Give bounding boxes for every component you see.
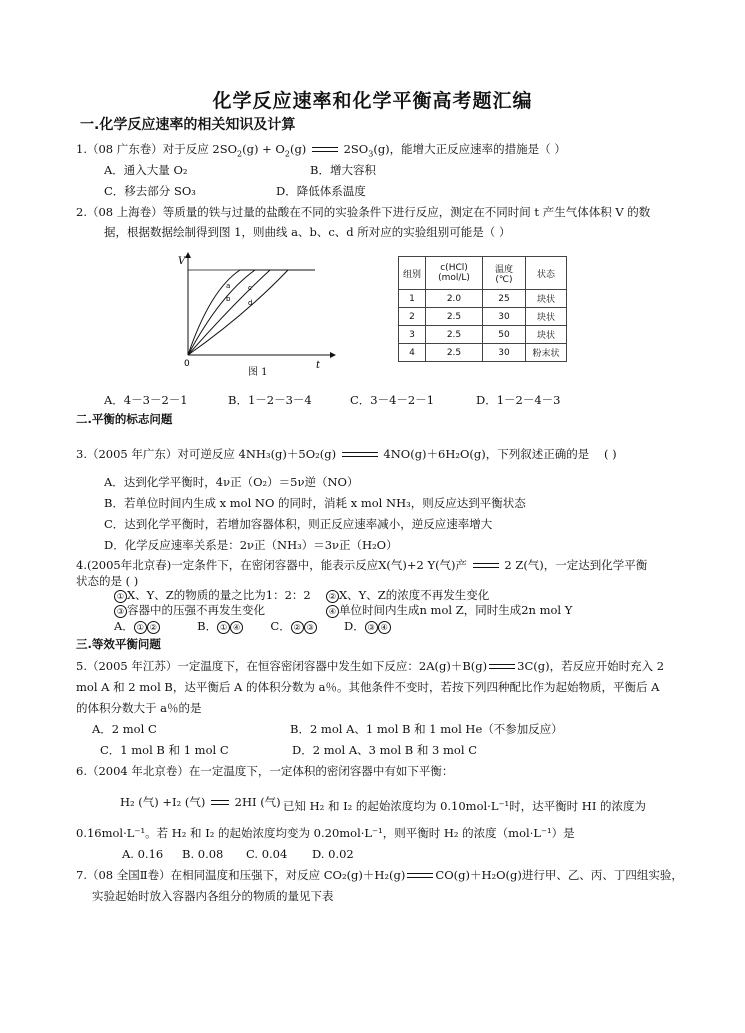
- q1-option-b: B．增大容积: [310, 163, 376, 177]
- curve-label-d: d: [248, 299, 253, 307]
- q6-line-1: 6.（2004 年北京卷）在一定温度下，一定体积的密闭容器中有如下平衡：: [76, 764, 454, 778]
- q5-option-a: A．2 mol C: [92, 722, 157, 736]
- q3-option-b: B．若单位时间内生成 x mol NO 的同时，消耗 x mol NH₃，则反应达到平衡状态: [104, 496, 526, 510]
- q5-option-b: B．2 mol A、1 mol B 和 1 mol He（不参加反应）: [290, 722, 563, 736]
- q4-option-d: D．: [344, 619, 365, 633]
- q1-stem-e: (g)，能增大正反应速率的措施是（ ）: [373, 142, 566, 156]
- section-heading-2: 二.平衡的标志问题: [76, 412, 173, 426]
- experiment-table: [398, 256, 567, 362]
- q7-line-2: 实验起始时放入容器内各组分的物质的量见下表: [92, 889, 334, 903]
- q4-stem-a: 4.(2005年北京春)一定条件下，在密闭容器中，能表示反应X(气)+2 Y(气)产: [76, 558, 468, 572]
- q6-option-d: D. 0.02: [312, 847, 354, 861]
- section-heading-1-number: 一: [80, 117, 94, 133]
- q4-item-4: ④ 单位时间内生成n mol Z，同时生成2n mol Y: [326, 603, 572, 618]
- table-row: 3 2.5 50 块状: [399, 326, 567, 344]
- q2-option-d: D．1－2－4－3: [476, 393, 561, 407]
- q3-stem-b: 4NO(g)＋6H₂O(g)，下列叙述正确的是: [383, 447, 590, 461]
- q5-option-c: C．1 mol B 和 1 mol C: [100, 743, 229, 757]
- graph-x-label: t: [316, 360, 321, 371]
- q4-stem: [76, 558, 647, 572]
- table-row: 2 2.5 30 块状: [399, 308, 567, 326]
- equilibrium-arrow-icon: [471, 561, 501, 571]
- q3-option-a: A．达到化学平衡时，4ν正（O₂）＝5ν逆（NO）: [104, 475, 359, 489]
- q4-stem-line-2: 状态的是 ( ): [76, 574, 139, 588]
- document-title: 化学反应速率和化学平衡高考题汇编: [212, 90, 533, 112]
- q4-stem-b: 2 Z(气)，一定达到化学平衡: [504, 558, 648, 572]
- q4-option-a: A．: [114, 619, 134, 633]
- equilibrium-arrow-icon: [487, 662, 517, 672]
- q3-answer-paren: ( ): [604, 447, 617, 461]
- graph-origin: 0: [184, 359, 190, 369]
- q3-stem: [76, 447, 589, 461]
- q5-option-d: D．2 mol A、3 mol B 和 3 mol C: [292, 743, 477, 757]
- curve-label-b: b: [226, 295, 231, 303]
- q2-option-b: B．1－2－3－4: [228, 393, 312, 407]
- equilibrium-arrow-icon: [340, 450, 380, 460]
- q6-eq-right: 2HI (气): [234, 795, 281, 809]
- q4-item-1: ① X、Y、Z的物质的量之比为1：2：2: [114, 588, 311, 603]
- q4-item-3: ③ 容器中的压强不再发生变化: [114, 603, 265, 618]
- q6-line-2: 已知 H₂ 和 I₂ 的起始浓度均为 0.10mol·L⁻¹时，达平衡时 HI 的浓度为: [283, 799, 647, 813]
- volume-time-graph: [170, 250, 340, 380]
- equilibrium-arrow-icon: [310, 145, 340, 155]
- q4-item-2: ② X、Y、Z的浓度不再发生变化: [326, 588, 489, 603]
- q1-stem: 1.（08 广东卷）对于反应 $2SO_2(g) + O_2(g)$ $2SO_3(g)$，能增大正反应速率的措施是（ ）: [76, 142, 566, 159]
- q6-eq-left: H₂ (气) +I₂ (气): [120, 795, 206, 809]
- q5-line-2: mol A 和 2 mol B，达平衡后 A 的体积分数为 a％。其他条件不变时，若按下列四种配比作为起始物质，平衡后 A: [76, 680, 660, 694]
- q2-option-c: C．3－4－2－1: [350, 393, 435, 407]
- q6-option-c: C. 0.04: [246, 847, 288, 861]
- equilibrium-arrow-icon: [405, 871, 435, 881]
- q2-option-a: A．4－3－2－1: [104, 393, 188, 407]
- q4-option-b: B．: [197, 619, 218, 633]
- q1-stem-b: (g) + O: [242, 142, 285, 156]
- q6-line-3: 0.16mol·L⁻¹。若 H₂ 和 I₂ 的起始浓度均变为 0.20mol·L⁻¹，则平衡时 H₂ 的浓度（mol·L⁻¹）是: [76, 826, 575, 840]
- q1-option-a: A．通入大量 O₂: [104, 163, 188, 177]
- equilibrium-arrow-icon: [209, 798, 231, 808]
- q2-line-1: 2.（08 上海卷）等质量的铁与过量的盐酸在不同的实验条件下进行反应，测定在不同时间 t 产生气体体积 V 的数: [76, 205, 651, 219]
- q1-stem-c: (g): [289, 142, 307, 156]
- section-heading-3: 三.等效平衡问题: [76, 637, 161, 651]
- q5-line-1: 5.（2005 年江苏）一定温度下，在恒容密闭容器中发生如下反应：2A(g)＋B(g) 3C(g)，若反应开始时充入 2: [76, 659, 665, 673]
- q3-stem-a: 3.（2005 年广东）对可逆反应 4NH₃(g)＋5O₂(g): [76, 447, 337, 461]
- q1-stem-d: 2SO: [343, 142, 369, 156]
- q3-option-c: C．达到化学平衡时，若增加容器体积，则正反应速率减小，逆反应速率增大: [104, 517, 493, 531]
- table-row: 1 2.0 25 块状: [399, 290, 567, 308]
- q1-option-d: D．降低体系温度: [276, 184, 366, 198]
- q1-stem-a: 1.（08 广东卷）对于反应 2SO: [76, 142, 238, 156]
- section-heading-1: [80, 118, 295, 132]
- table-row: 4 2.5 30 粉末状: [399, 344, 567, 362]
- q4-option-c: C．: [270, 619, 291, 633]
- q6-option-a: A. 0.16: [122, 847, 164, 861]
- q7-line-1: 7.（08 全国Ⅱ卷）在相同温度和压强下，对反应 CO₂(g)＋H₂(g) CO(g)＋H₂O(g)进行甲、乙、丙、丁四组实验，: [76, 868, 683, 882]
- q4-options: A． ① ② B． ① ④ C． ② ③ D． ③ ④: [114, 619, 391, 634]
- graph-caption: 图 1: [248, 367, 268, 378]
- table-header-state: 状态: [526, 257, 567, 290]
- q3-option-d: D．化学反应速率关系是：2ν正（NH₃）＝3ν正（H₂O）: [104, 538, 398, 552]
- table-header-concentration: c(HCl) (mol/L): [426, 257, 483, 290]
- graph-y-label: V: [178, 256, 186, 267]
- q2-line-2: 据，根据数据绘制得到图 1，则曲线 a、b、c、d 所对应的实验组别可能是（ ）: [104, 225, 511, 239]
- section-heading-1-text: .化学反应速率的相关知识及计算: [94, 117, 296, 133]
- q5-line-3: 的体积分数大于 a％的是: [76, 701, 202, 715]
- q1-option-c: C．移去部分 SO₃: [104, 184, 196, 198]
- curve-label-c: c: [248, 284, 252, 292]
- curve-label-a: a: [226, 282, 231, 290]
- q6-option-b: B. 0.08: [182, 847, 224, 861]
- q6-equation: [120, 795, 281, 809]
- table-header-group: 组别: [399, 257, 426, 290]
- table-header-temperature: 温度 (℃): [483, 257, 526, 290]
